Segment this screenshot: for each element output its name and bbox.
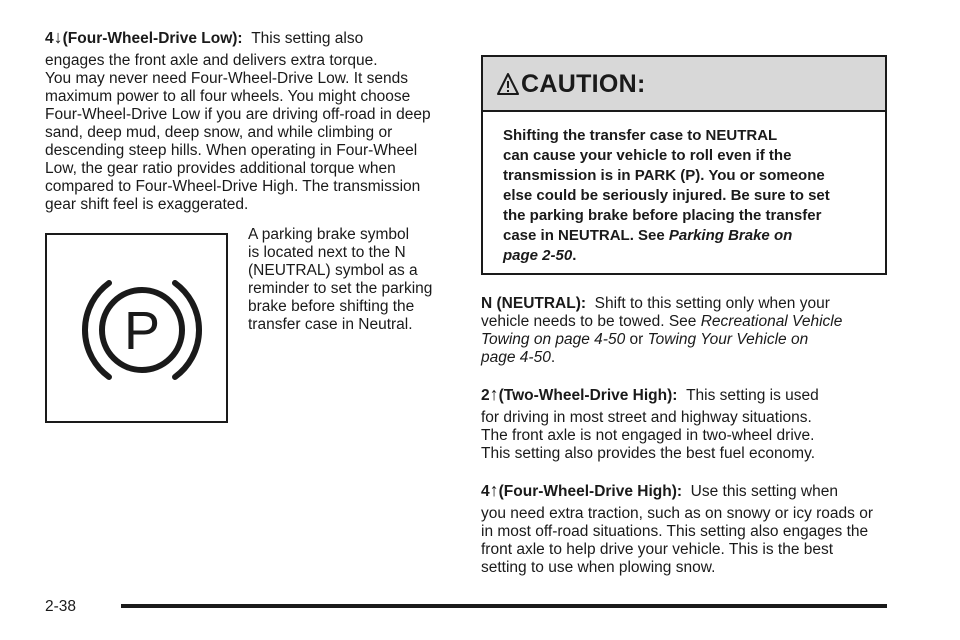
four-low-body [45, 52, 455, 214]
body-line: gear shift feel is exaggerated. [45, 196, 249, 213]
caution-text: case in NEUTRAL. See [503, 227, 669, 244]
parking-brake-page-link[interactable]: page 2-50 [503, 247, 573, 264]
two-wheel-drive-high-paragraph [481, 385, 887, 463]
body-line: compared to Four-Wheel-Drive High. The transmission [45, 178, 421, 195]
body-line: reminder to set the parking [248, 280, 433, 297]
body-line: transmission is in PARK (P). You or someone [503, 167, 825, 184]
four-low-number: 4 [45, 30, 54, 47]
four-low-first-text: This setting also [251, 30, 364, 47]
two-high-first-line [481, 385, 887, 405]
body-line: Low, the gear ratio provides additional torque when [45, 160, 396, 177]
two-high-heading: (Two-Wheel-Drive High): [498, 387, 678, 404]
body-line: the parking brake before placing the transfer [503, 207, 822, 224]
arrow-up-icon: ↑ [489, 384, 499, 404]
body-line: in most off-road situations. This setting also engages the [481, 523, 869, 540]
body-line: Four-Wheel-Drive Low if you are driving off-road in deep [45, 106, 431, 123]
recreational-towing-page-link[interactable]: Towing on page 4-50 [481, 331, 626, 348]
four-wheel-drive-high-paragraph [481, 481, 887, 577]
parking-brake-section [45, 226, 455, 436]
neutral-first-line [481, 295, 887, 313]
caution-body [483, 112, 885, 266]
neutral-first-text: Shift to this setting only when your [594, 295, 830, 312]
body-line [481, 313, 887, 331]
neutral-paragraph [481, 295, 887, 367]
two-high-body [481, 409, 887, 463]
parking-brake-link[interactable]: Parking Brake on [668, 227, 793, 244]
four-wheel-drive-low-paragraph [45, 28, 455, 214]
body-line: (NEUTRAL) symbol as a [248, 262, 418, 279]
parking-brake-letter: P [123, 301, 161, 361]
arrow-up-icon: ↑ [489, 480, 499, 500]
neutral-period: . [550, 349, 556, 366]
body-line [503, 226, 885, 246]
four-low-heading: (Four-Wheel-Drive Low): [62, 30, 243, 47]
right-column [481, 55, 887, 577]
four-low-first-line [45, 28, 455, 48]
body-line: else could be seriously injured. Be sure to set [503, 187, 830, 204]
body-line: you need extra traction, such as on snowy or icy roads or [481, 505, 874, 522]
body-line: sand, deep mud, deep snow, and while climbing or [45, 124, 393, 141]
four-high-body [481, 505, 887, 577]
neutral-heading: N (NEUTRAL): [481, 295, 587, 312]
two-high-first-text: This setting is used [686, 387, 819, 404]
arrow-down-icon: ↓ [53, 27, 63, 47]
four-high-number: 4 [481, 483, 490, 500]
body-line: setting to use when plowing snow. [481, 559, 716, 576]
two-high-number: 2 [481, 387, 490, 404]
parking-brake-text [248, 226, 458, 334]
warning-icon [497, 72, 519, 96]
caution-box [481, 55, 887, 275]
body-line: engages the front axle and delivers extra torque. [45, 52, 378, 69]
body-line [481, 349, 887, 367]
parking-brake-icon [47, 235, 226, 421]
caution-period: . [572, 247, 577, 264]
body-line: You may never need Four-Wheel-Drive Low. It sends [45, 70, 408, 87]
towing-vehicle-link[interactable]: Towing Your Vehicle on [647, 331, 809, 348]
four-high-first-line [481, 481, 887, 501]
body-line: transfer case in Neutral. [248, 316, 413, 333]
body-line: is located next to the N [248, 244, 406, 261]
caution-title: CAUTION: [521, 69, 646, 98]
body-line [503, 246, 885, 266]
body-line: This setting also provides the best fuel economy. [481, 445, 815, 462]
towing-vehicle-page-link[interactable]: page 4-50 [481, 349, 551, 366]
body-line: for driving in most street and highway situations. [481, 409, 812, 426]
neutral-or: or [625, 331, 648, 348]
body-line: can cause your vehicle to roll even if the [503, 147, 792, 164]
body-line: A parking brake symbol [248, 226, 410, 243]
body-line: descending steep hills. When operating in Four-Wheel [45, 142, 418, 159]
footer-rule [121, 604, 887, 608]
recreational-towing-link[interactable]: Recreational Vehicle [700, 313, 843, 330]
four-high-first-text: Use this setting when [690, 483, 838, 500]
four-high-heading: (Four-Wheel-Drive High): [498, 483, 683, 500]
parking-brake-symbol-figure [45, 233, 228, 423]
body-line: Shifting the transfer case to NEUTRAL [503, 127, 778, 144]
body-line: maximum power to all four wheels. You might choose [45, 88, 411, 105]
body-line: front axle to help drive your vehicle. This is the best [481, 541, 834, 558]
body-line: The front axle is not engaged in two-wheel drive. [481, 427, 815, 444]
left-column [45, 28, 455, 436]
neutral-text: vehicle needs to be towed. See [481, 313, 701, 330]
body-line [481, 331, 887, 349]
page-number: 2-38 [45, 598, 77, 615]
body-line: brake before shifting the [248, 298, 415, 315]
caution-header [483, 57, 885, 112]
